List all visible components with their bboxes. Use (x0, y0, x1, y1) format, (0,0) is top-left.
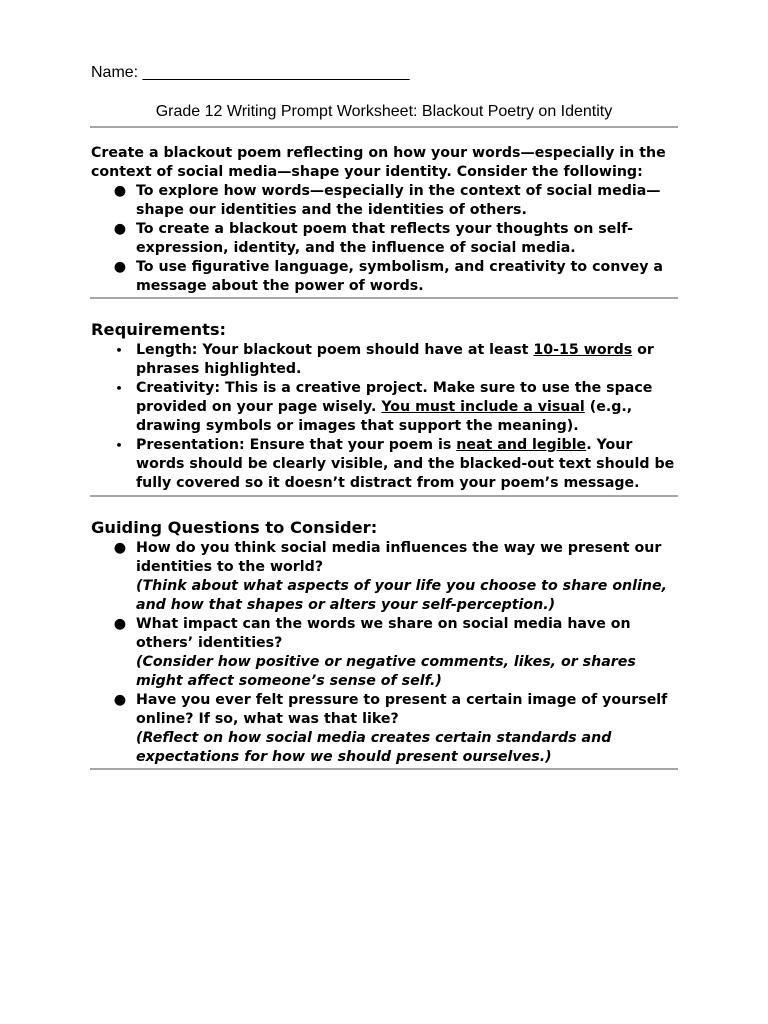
requirement-emphasis: You must include a visual (381, 399, 585, 415)
intro-list (91, 182, 681, 296)
bullet-icon: ● (113, 183, 127, 199)
list-item (91, 258, 681, 296)
divider (90, 768, 678, 770)
list-item (91, 539, 681, 615)
requirements-list (91, 341, 681, 493)
list-item (91, 691, 681, 767)
list-item (91, 220, 681, 258)
requirement-text: . Your words should be clearly visible, and the blacked-out text should be fully covered so it doesn’t distract from your poem’s message. (136, 437, 675, 491)
requirement-emphasis: neat and legible (456, 437, 587, 453)
list-item (91, 615, 681, 691)
name-blank: ______________________________ (142, 64, 410, 81)
guiding-list (91, 539, 681, 767)
bullet-icon: ● (113, 540, 127, 556)
requirement-text: Creativity: This is a creative project. Make sure to use the space provided on your page wisely. (136, 380, 653, 415)
divider (90, 297, 678, 299)
question-text: What impact can the words we share on social media have on others’ identities? (136, 616, 631, 651)
question-text: Have you ever felt pressure to present a certain image of yourself online? If so, what was that like? (136, 692, 668, 727)
requirement-text: (e.g., drawing symbols or images that support the meaning). (136, 399, 633, 434)
requirement-text: or phrases highlighted. (136, 342, 654, 377)
list-item (91, 182, 681, 220)
page-title: Grade 12 Writing Prompt Worksheet: Blackout Poetry on Identity (155, 103, 613, 120)
name-label: Name: (91, 64, 139, 81)
intro-section (91, 144, 681, 296)
bullet-icon: ● (113, 616, 127, 632)
question-text: How do you think social media influences the way we present our identities to the world? (136, 540, 662, 575)
requirements-heading: Requirements: (91, 320, 227, 339)
list-item-text: To use figurative language, symbolism, and creativity to convey a message about the power of words. (136, 259, 663, 294)
intro-text: Create a blackout poem reflecting on how your words—especially in the context of social media—shape your identity. Consider the following: (91, 145, 666, 180)
list-item (91, 436, 681, 493)
requirement-text: Length: Your blackout poem should have at least (136, 342, 534, 358)
bullet-icon: • (115, 382, 123, 395)
requirement-text: Presentation: Ensure that your poem is (136, 437, 457, 453)
question-hint: (Think about what aspects of your life you choose to share online, and how that shapes or alters your self-perception.) (136, 578, 667, 613)
bullet-icon: • (115, 344, 123, 357)
bullet-icon: • (115, 439, 123, 452)
question-hint: (Reflect on how social media creates certain standards and expectations for how we should present ourselves.) (136, 730, 612, 765)
list-item (91, 341, 681, 379)
list-item-text: To explore how words—especially in the context of social media—shape our identities and the identities of others. (136, 183, 661, 218)
bullet-icon: ● (113, 221, 127, 237)
list-item (91, 379, 681, 436)
list-item-text: To create a blackout poem that reflects your thoughts on self-expression, identity, and the influence of social media. (136, 221, 634, 256)
divider (90, 495, 678, 497)
guiding-section (91, 517, 681, 767)
bullet-icon: ● (113, 692, 127, 708)
divider (90, 126, 678, 128)
guiding-heading: Guiding Questions to Consider: (91, 518, 378, 537)
bullet-icon: ● (113, 259, 127, 275)
requirements-section (91, 319, 681, 493)
requirement-emphasis: 10-15 words (533, 342, 633, 358)
name-field (91, 64, 410, 82)
question-hint: (Consider how positive or negative comments, likes, or shares might affect someone’s sense of self.) (136, 654, 636, 689)
